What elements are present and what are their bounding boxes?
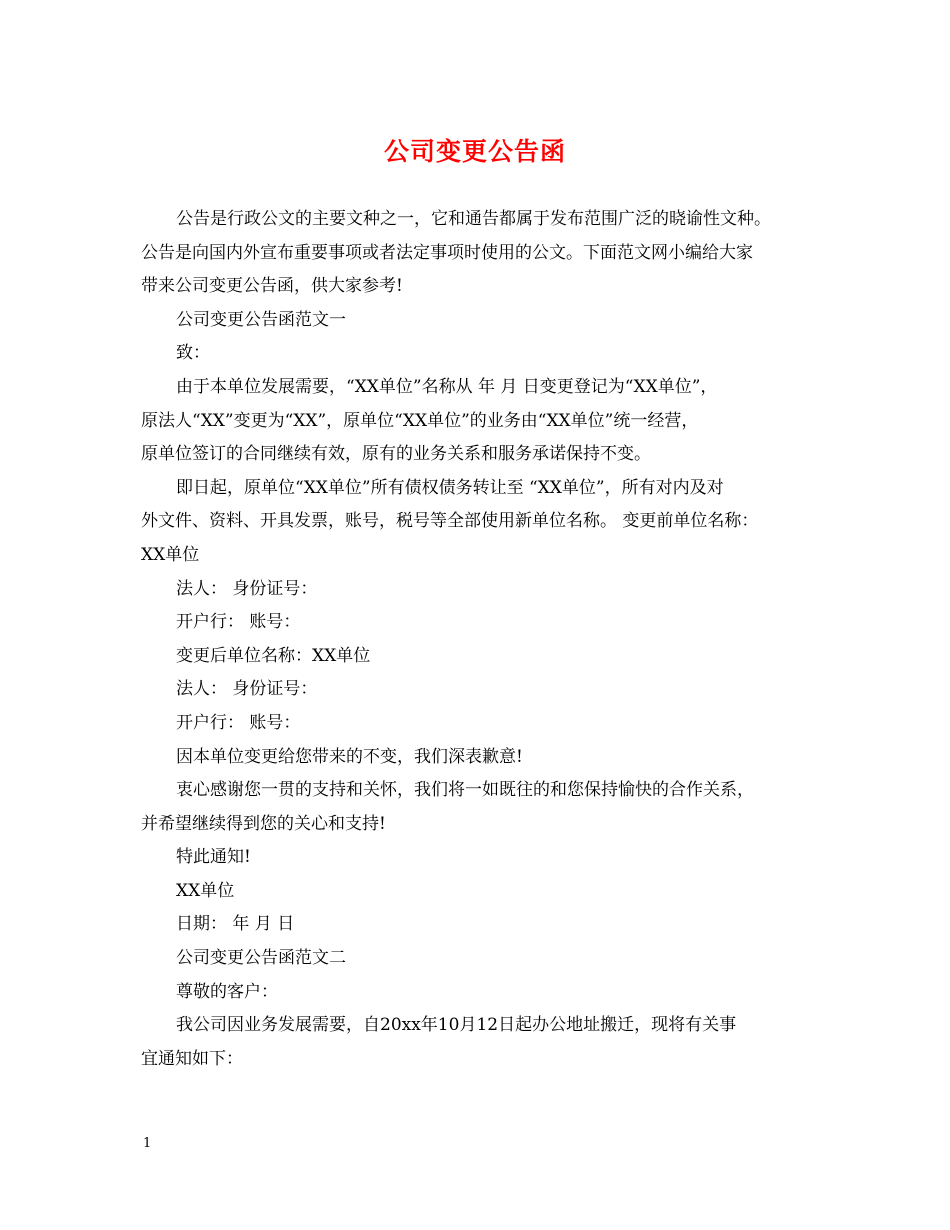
field-line: 法人： 身份证号：	[176, 578, 318, 599]
paragraph-line: 衷心感谢您一贯的支持和关怀，我们将一如既往的和您保持愉快的合作关系，	[176, 780, 754, 801]
field-line: 开户行： 账号：	[176, 612, 301, 633]
paragraph-line: 并希望继续得到您的关心和支持!	[141, 813, 386, 834]
field-line: 法人： 身份证号：	[176, 679, 318, 700]
section-heading: 公司变更公告函范文二	[176, 948, 346, 969]
paragraph-line: 原法人“XX”变更为“XX”，原单位“XX单位”的业务由“XX单位”统一经营，	[141, 410, 699, 431]
closing-line: 特此通知!	[176, 847, 251, 868]
paragraph-line: 公告是向国内外宣布重要事项或者法定事项时使用的公文。下面范文网小编给大家	[141, 242, 753, 263]
date-line: 日期： 年 月 日	[176, 914, 295, 935]
field-line: 开户行： 账号：	[176, 712, 301, 733]
paragraph-line: 我公司因业务发展需要，自20xx年10月12日起办公地址搬迁，现将有关事	[176, 1015, 737, 1036]
paragraph-line: 原单位签订的合同继续有效，原有的业务关系和服务承诺保持不变。	[141, 444, 651, 465]
paragraph-line: 宜通知如下：	[141, 1048, 243, 1069]
signature-line: XX单位	[176, 880, 235, 901]
field-line: 变更后单位名称：XX单位	[176, 645, 371, 666]
paragraph-line: XX单位	[141, 544, 200, 565]
section-heading: 公司变更公告函范文一	[176, 309, 346, 330]
paragraph-line: 带来公司变更公告函，供大家参考!	[141, 276, 403, 297]
paragraph-line: 即日起，原单位“XX单位”所有债权债务转让至 “XX单位”，所有对内及对	[176, 477, 724, 498]
paragraph-line: 因本单位变更给您带来的不变，我们深表歉意!	[176, 746, 523, 767]
salutation: 致：	[176, 343, 210, 364]
salutation: 尊敬的客户：	[176, 981, 278, 1002]
paragraph-line: 由于本单位发展需要，“XX单位”名称从 年 月 日变更登记为“XX单位”，	[176, 376, 718, 397]
document-body	[141, 203, 831, 1076]
paragraph-line: 外文件、资料、开具发票，账号，税号等全部使用新单位名称。 变更前单位名称：	[141, 511, 759, 532]
document-title: 公司变更公告函	[383, 137, 566, 166]
page-number: 1	[143, 1136, 152, 1151]
paragraph-line: 公告是行政公文的主要文种之一，它和通告都属于发布范围广泛的晓谕性文种。	[176, 209, 771, 229]
